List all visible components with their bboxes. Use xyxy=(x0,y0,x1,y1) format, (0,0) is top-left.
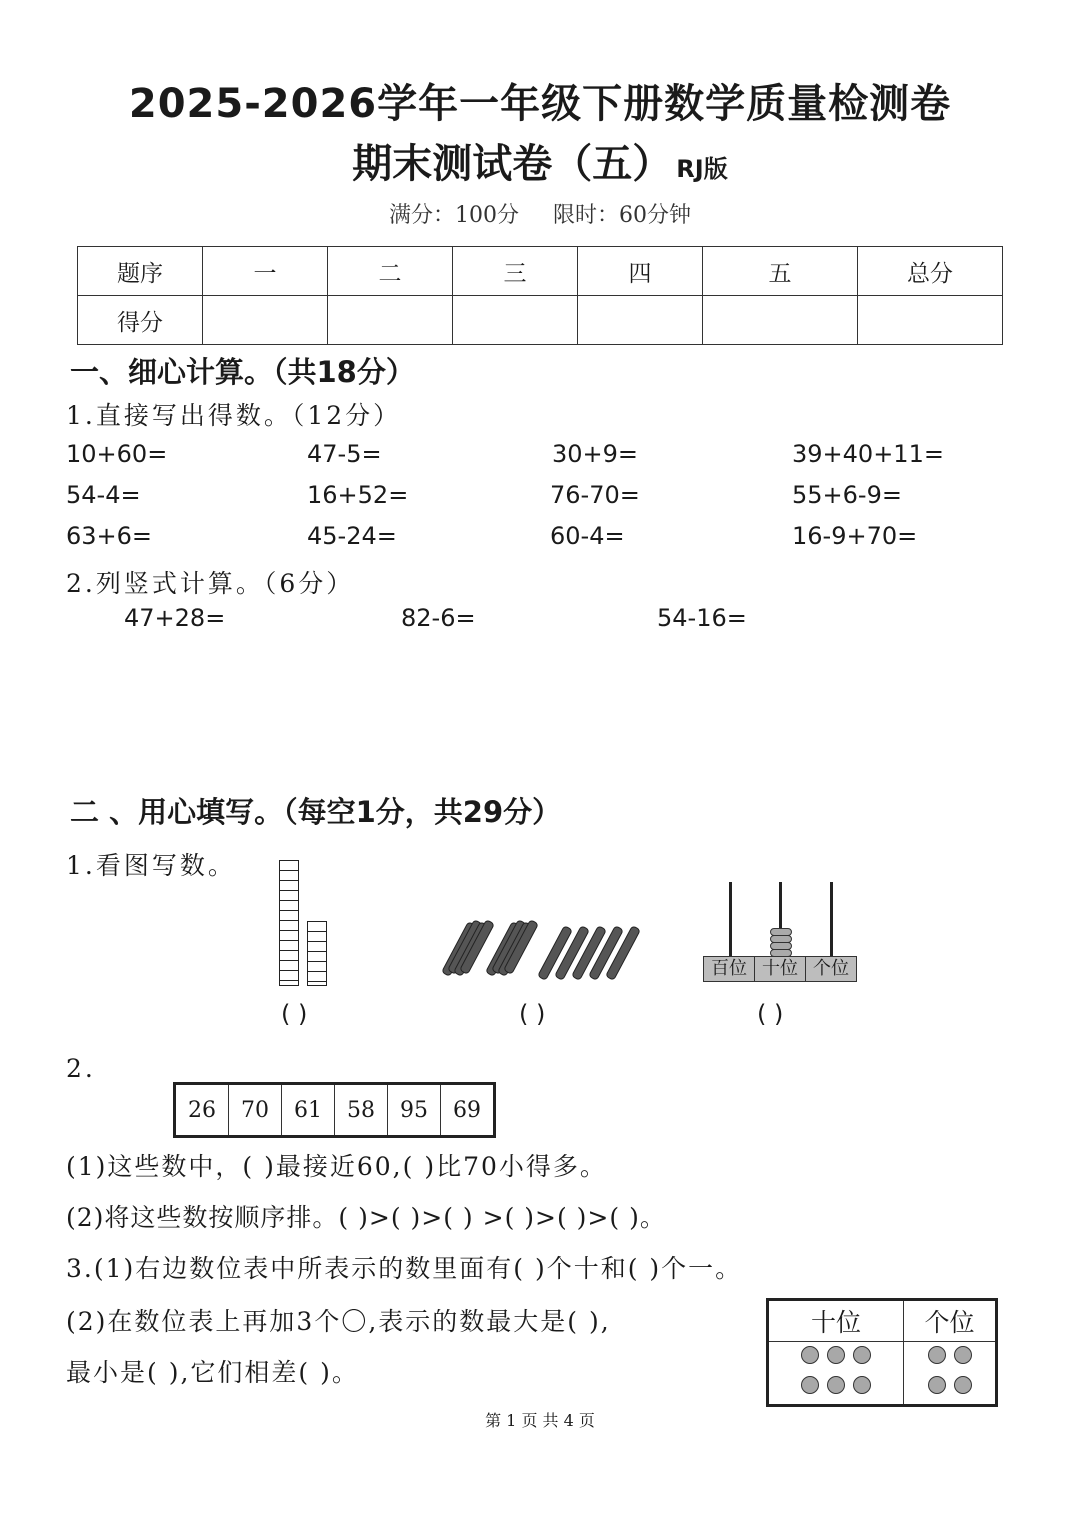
time-limit: 限时：60分钟 xyxy=(553,203,691,228)
header-cell: 二 xyxy=(328,247,453,296)
s2-q2-label: 2. xyxy=(66,1054,96,1083)
answer-blank[interactable]: ( ) xyxy=(519,1000,546,1028)
calc-item: 60-4= xyxy=(550,522,625,550)
place-header-tens: 十位 xyxy=(768,1300,904,1342)
stick-bundle xyxy=(450,918,490,978)
answer-blank[interactable]: ( ) xyxy=(281,1000,308,1028)
paper-title: 2025-2026学年一年级下册数学质量检测卷 xyxy=(128,81,952,127)
s1-q1-title: 1.直接写出得数。（12分） xyxy=(66,401,402,430)
s2-q3-part2a: (2)在数位表上再加3个〇,表示的数最大是( ), xyxy=(66,1307,611,1336)
score-cell[interactable] xyxy=(578,296,703,345)
paper-subtitle xyxy=(0,132,1080,189)
calc-item: 30+9= xyxy=(552,440,639,468)
s2-q1-title: 1.看图写数。 xyxy=(66,851,236,880)
version-label: RJ版 xyxy=(676,155,728,183)
subtitle-text: 期末测试卷（五） xyxy=(352,141,673,187)
calc-item: 16-9+70= xyxy=(792,522,918,550)
number-card: 69 xyxy=(441,1084,495,1137)
header-cell: 总分 xyxy=(858,247,1003,296)
ones-counters xyxy=(904,1342,997,1406)
number-card: 26 xyxy=(175,1084,229,1137)
score-cell[interactable] xyxy=(328,296,453,345)
abacus-label-ones: 个位 xyxy=(813,958,849,979)
score-cell[interactable] xyxy=(703,296,858,345)
counter-icon xyxy=(827,1376,845,1394)
s2-q3-part2b: 最小是( ),它们相差( )。 xyxy=(66,1358,359,1387)
calc-item: 47-5= xyxy=(307,440,382,468)
score-cell[interactable] xyxy=(858,296,1003,345)
number-card: 95 xyxy=(388,1084,441,1137)
s2-q3-part1: 3.(1)右边数位表中所表示的数里面有( )个十和( )个一。 xyxy=(66,1254,743,1283)
counter-icon xyxy=(928,1346,946,1364)
calc-item: 10+60= xyxy=(66,440,168,468)
score-table-header-row xyxy=(78,247,1003,296)
exam-meta xyxy=(0,198,1080,229)
abacus-label-tens: 十位 xyxy=(755,957,806,981)
full-score: 满分：100分 xyxy=(389,203,519,228)
counter-icon xyxy=(954,1376,972,1394)
header-cell: 五 xyxy=(703,247,858,296)
tens-counters xyxy=(768,1342,904,1406)
score-cell[interactable] xyxy=(203,296,328,345)
place-value-table xyxy=(766,1298,998,1407)
score-cell[interactable] xyxy=(453,296,578,345)
place-header-ones: 个位 xyxy=(904,1300,997,1342)
vertical-calc-item: 82-6= xyxy=(401,604,476,632)
abacus-rod xyxy=(729,882,732,958)
section1-heading: 一、细心计算。（共18分） xyxy=(70,355,415,389)
calc-item: 76-70= xyxy=(550,481,640,509)
abacus-rod xyxy=(830,882,833,958)
calc-item: 16+52= xyxy=(307,481,409,509)
cube-column-ten xyxy=(279,860,299,986)
calc-item: 55+6-9= xyxy=(792,481,902,509)
number-card: 70 xyxy=(229,1084,282,1137)
number-card: 58 xyxy=(335,1084,388,1137)
calc-item: 45-24= xyxy=(307,522,397,550)
header-cell: 一 xyxy=(203,247,328,296)
calc-item: 39+40+11= xyxy=(792,440,944,468)
counter-icon xyxy=(801,1376,819,1394)
counter-icon xyxy=(801,1346,819,1364)
s2-q2-part2: (2)将这些数按顺序排。( )>( )>( ) >( )>( )>( )。 xyxy=(66,1203,666,1232)
abacus-label-hundreds: 百位 xyxy=(704,957,755,981)
cube-column-short xyxy=(307,921,327,986)
stick-bundle xyxy=(494,918,534,978)
number-card: 61 xyxy=(282,1084,335,1137)
abacus-place-labels xyxy=(703,956,857,982)
number-cards-table xyxy=(173,1082,496,1138)
counter-icon xyxy=(827,1346,845,1364)
score-table xyxy=(77,246,1003,345)
counter-icon xyxy=(928,1376,946,1394)
vertical-calc-item: 47+28= xyxy=(124,604,226,632)
s2-q2-part1: (1)这些数中，( )最接近60,( )比70小得多。 xyxy=(66,1152,607,1181)
page-footer: 第 1 页 共 4 页 xyxy=(485,1411,595,1430)
counter-icon xyxy=(853,1346,871,1364)
counter-icon xyxy=(954,1346,972,1364)
counter-icon xyxy=(853,1376,871,1394)
vertical-calc-item: 54-16= xyxy=(657,604,747,632)
header-cell: 四 xyxy=(578,247,703,296)
score-row xyxy=(78,296,1003,345)
section2-heading: 二 、用心填写。（每空1分，共29分） xyxy=(70,795,562,829)
header-cell: 三 xyxy=(453,247,578,296)
answer-blank[interactable]: ( ) xyxy=(757,1000,784,1028)
calc-item: 54-4= xyxy=(66,481,141,509)
calc-item: 63+6= xyxy=(66,522,153,550)
s1-q2-title: 2.列竖式计算。（6分） xyxy=(66,569,355,598)
header-cell: 题序 xyxy=(78,247,203,296)
score-row-label: 得分 xyxy=(78,296,203,345)
